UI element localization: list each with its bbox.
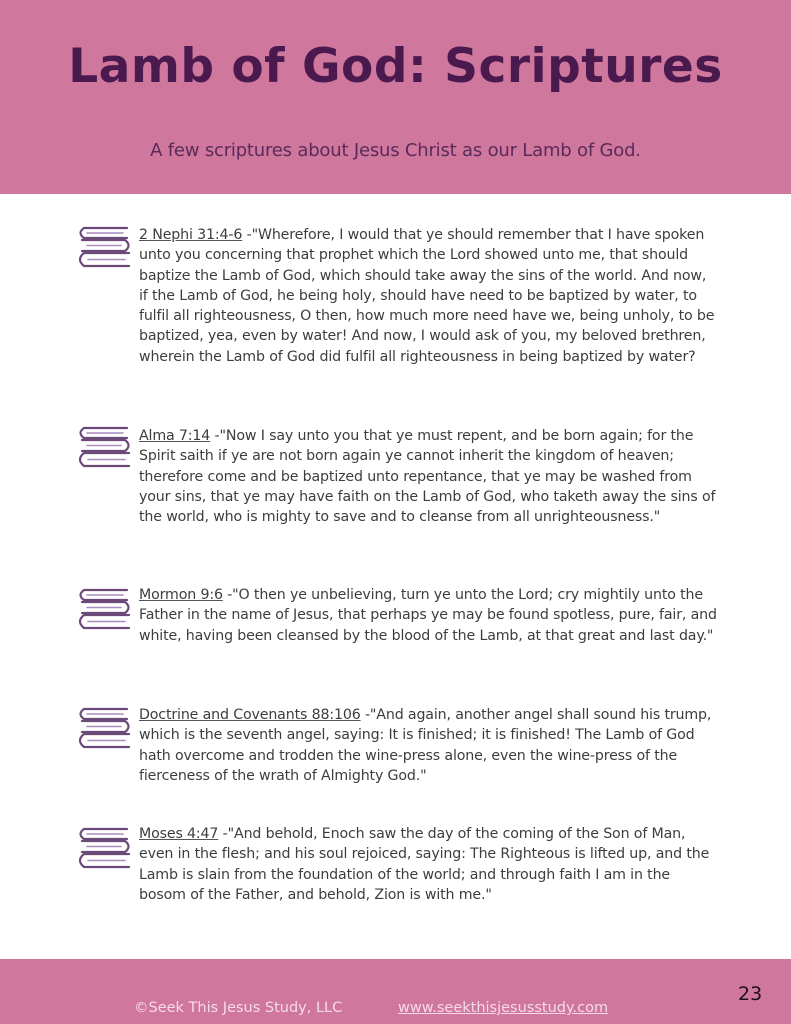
scripture-text	[139, 705, 719, 786]
scripture-reference-link[interactable]: Doctrine and Covenants 88:106	[139, 707, 361, 723]
books-stack-icon	[75, 225, 133, 271]
header-band	[0, 0, 791, 194]
books-stack-icon	[75, 587, 133, 633]
scripture-quote: -"Wherefore, I would that ye should remember that I have spoken unto you concerning that prophet which the Lord showed unto me, that should baptize the Lamb of God, which should take away the sins of the world. And now, if the Lamb of God, he being holy, should have need to be baptized by water, to fulfil all righteousness, O then, how much more need have we, being unholy, to be baptized, yea, even by water! And now, I would ask of you, my beloved brethren, wherein the Lamb of God did fulfil all righteousness in being baptized by water?	[139, 227, 715, 365]
books-stack-icon	[75, 826, 133, 872]
scripture-text	[139, 225, 719, 367]
scripture-text	[139, 585, 719, 646]
scripture-quote: -"O then ye unbelieving, turn ye unto the Lord; cry mightily unto the Father in the name of Jesus, that perhaps ye may be found spotless, pure, fair, and white, having been cleansed by the blood of the Lamb, at that great and last day."	[139, 587, 717, 644]
scripture-reference-link[interactable]: Alma 7:14	[139, 428, 211, 444]
books-stack-icon	[75, 425, 133, 471]
scripture-text	[139, 426, 719, 527]
page-number: 23	[738, 983, 763, 1005]
website-link[interactable]: www.seekthisjesusstudy.com	[398, 1000, 609, 1016]
scripture-reference-link[interactable]: 2 Nephi 31:4-6	[139, 227, 243, 243]
scripture-reference-link[interactable]: Mormon 9:6	[139, 587, 223, 603]
scripture-reference-link[interactable]: Moses 4:47	[139, 826, 219, 842]
scripture-quote: -"And again, another angel shall sound his trump, which is the seventh angel, saying: It is finished; it is finished! The Lamb of God hath overcome and trodden the wine-press alone, even the wine-press of the fierceness of the wrath of Almighty God."	[139, 707, 712, 784]
footer-band	[0, 959, 791, 1024]
books-stack-icon	[75, 706, 133, 752]
copyright-text: ©Seek This Jesus Study, LLC	[134, 1000, 343, 1016]
page-subtitle: A few scriptures about Jesus Christ as our Lamb of God.	[150, 140, 641, 161]
scripture-quote: -"Now I say unto you that ye must repent, and be born again; for the Spirit saith if ye are not born again ye cannot inherit the kingdom of heaven; therefore come and be baptized unto repentance, that ye may be washed from your sins, that ye may have faith on the Lamb of God, who taketh away the sins of the world, who is mighty to save and to cleanse from all unrighteousness."	[139, 428, 716, 526]
scripture-quote: -"And behold, Enoch saw the day of the coming of the Son of Man, even in the flesh; and his soul rejoiced, saying: The Righteous is lifted up, and the Lamb is slain from the foundation of the world; and through faith I am in the bosom of the Father, and behold, Zion is with me."	[139, 826, 710, 903]
scripture-text	[139, 824, 719, 905]
page-title: Lamb of God: Scriptures	[68, 39, 723, 94]
